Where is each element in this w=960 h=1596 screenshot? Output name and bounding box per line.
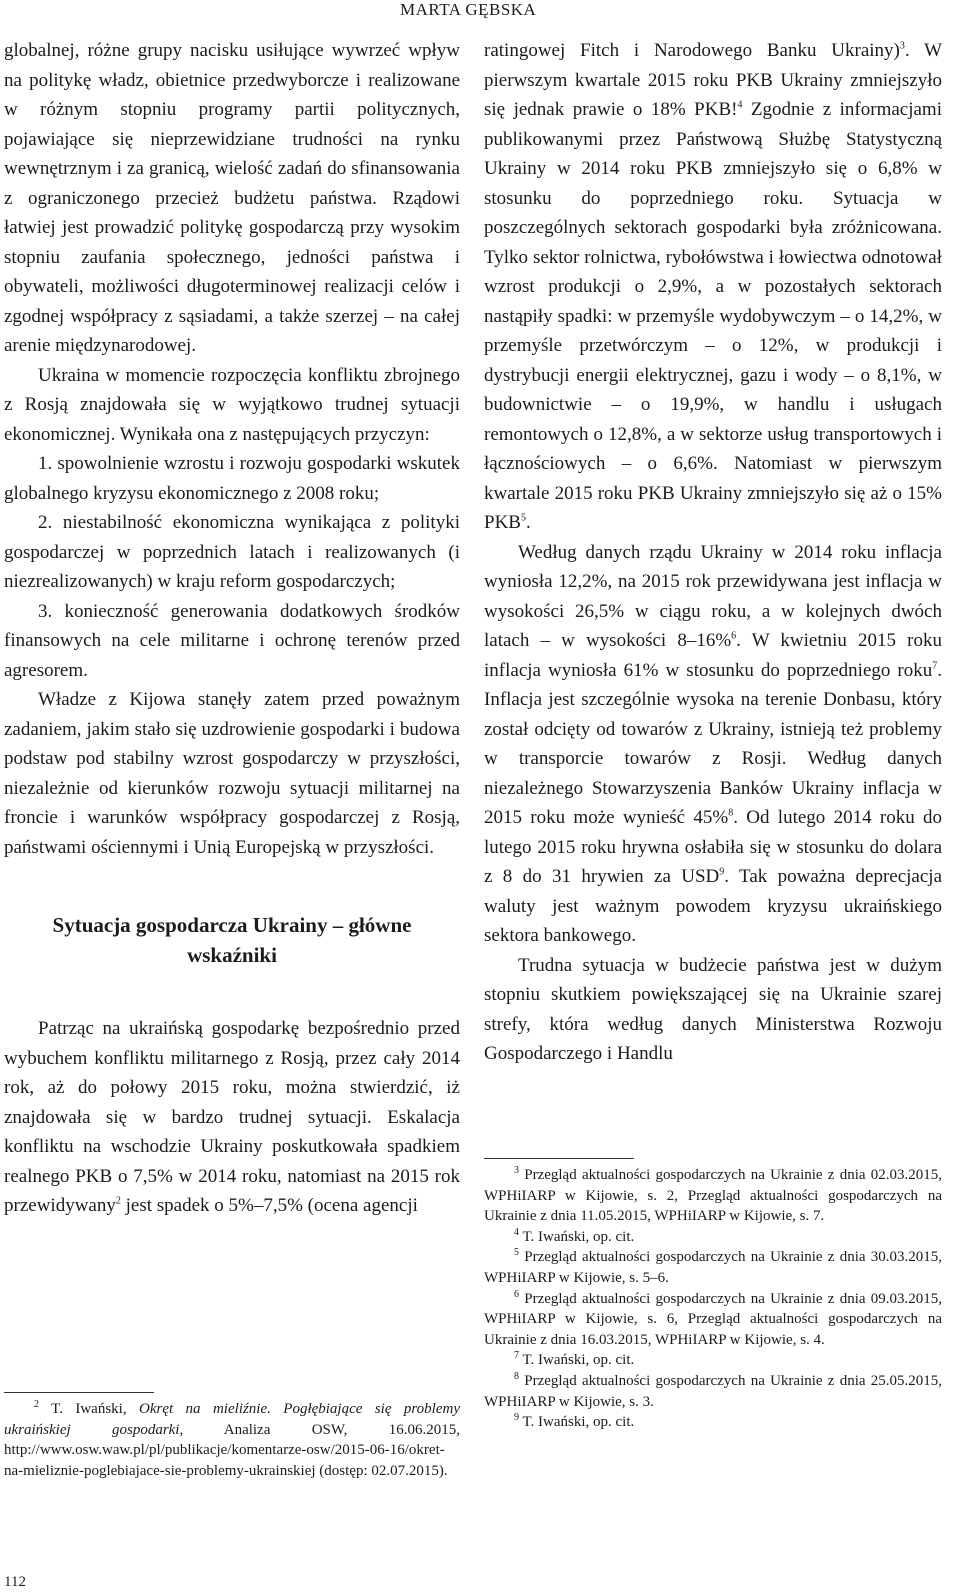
- footnote-number: 3: [514, 1165, 519, 1176]
- footnote-source: , Analiza OSW, 16.06.2015, http://www.osw.waw.pl/pl/publikacje/komentarze-osw/2015-06-16/okret-na-mieliznie-poglebiajace-sie-problemy-ukrainskiej (dostęp: 02.07.2015).: [4, 1421, 460, 1479]
- right-p2-e: . Tak poważna deprecjacja waluty jest ważnym powodem kryzysu ukraińskiego sektora bankowego.: [484, 866, 943, 946]
- footnote-divider: [4, 1392, 154, 1393]
- footnote-4: [484, 1227, 942, 1248]
- footnote-number: 8: [514, 1370, 519, 1382]
- right-paragraph-1: [484, 36, 942, 538]
- right-p2-a: Według danych rządu Ukrainy w 2014 roku inflacja wyniosła 12,2%, na 2015 rok przewidywana jest inflacja w wysokości 26,5% w ciągu roku, a w kolejnych dwóch latach – w wysokości 8–16%: [484, 541, 942, 651]
- left-column: [4, 36, 460, 1221]
- page-number: 112: [4, 1574, 26, 1590]
- footnote-number: 6: [514, 1288, 519, 1300]
- right-p2-d: . Od lutego 2014 roku do lutego 2015 roku hrywna osłabiła się w stosunku do dolara z 8 do 31 hrywien za USD: [484, 807, 942, 887]
- right-footnotes: [484, 1158, 942, 1433]
- footnote-ref-5[interactable]: 5: [520, 512, 526, 524]
- footnote-ref-6[interactable]: 6: [731, 630, 737, 642]
- footnote-number: 4: [514, 1226, 519, 1238]
- section-heading: Sytuacja gospodarcza Ukrainy – główne wskaźniki: [52, 913, 412, 967]
- footnote-text: Przegląd aktualności gospodarczych na Ukrainie z dnia 25.05.2015, WPHiIARP w Kijowie, s. 3.: [484, 1372, 942, 1410]
- right-p1-c: Zgodnie z informacjami publikowanymi przez Państwową Służbę Statystyczną Ukrainy w 2014 roku PKB zmniejszyło się o 6,8% w stosunku do poprzedniego roku. Sytuacja w poszczególnych sektorach gospodarki była zróżnicowana. Tylko sektor rolnictwa, rybołówstwa i łowiectwa odnotował wzrost produkcji o 2,9%, a w pozostałych sektorach nastąpiły spadki: w przemyśle wydobywczym – o 14,2%, w przemyśle przetwórczym – o 12%, w produkcji i dystrybucji energii elektrycznej, gazu i wody – o 8,1%, w budownictwie – o 19,9%, w handlu i usługach remontowych o 12,8%, a w sektorze usług transportowych i łącznościowych – o 6,6%. Natomiast w pierwszym kwartale 2015 roku PKB Ukrainy zmniejszyło się aż o 15% PKB: [484, 99, 942, 533]
- right-paragraph-2: [484, 538, 942, 951]
- left-paragraph-4-text-b: jest spadek o 5%–7,5% (ocena agencji: [120, 1195, 418, 1216]
- footnote-6: [484, 1289, 942, 1351]
- footnote-ref-8[interactable]: 8: [728, 807, 734, 819]
- footnote-2: [4, 1399, 460, 1481]
- footnote-8: [484, 1371, 942, 1412]
- list-item-2: 2. niestabilność ekonomiczna wynikająca z polityki gospodarczej w poprzednich latach i realizowanych (i niezrealizowanych) w kraju reform gospodarczych;: [4, 512, 460, 592]
- footnote-ref-9[interactable]: 9: [719, 866, 725, 878]
- list-item-3: 3. konieczność generowania dodatkowych środków finansowych na cele militarne i ochronę terenów przed agresorem.: [4, 600, 460, 681]
- footnote-author: T. Iwański,: [51, 1401, 127, 1417]
- footnote-7: [484, 1350, 942, 1371]
- footnote-text: Przegląd aktualności gospodarczych na Ukrainie z dnia 09.03.2015, WPHiIARP w Kijowie, s. 6, Przegląd aktualności gospodarczych na Ukrainie z dnia 16.03.2015, WPHiIARP w Kijowie, s. 4.: [484, 1290, 942, 1348]
- list-item-1: 1. spowolnienie wzrostu i rozwoju gospodarki wskutek globalnego kryzysu ekonomicznego z 2008 roku;: [4, 453, 460, 504]
- right-p2-c: . Inflacja jest szczególnie wysoka na terenie Donbasu, który został odcięty od towarów z Ukrainy, istnieją też problemy w transporcie towarów z Rosji. Według danych niezależnego Stowarzyszenia Banków Ukrainy inflacja w 2015 roku może wynieść 45%: [484, 659, 942, 828]
- footnote-text: T. Iwański, op. cit.: [522, 1414, 635, 1431]
- footnote-5: [484, 1247, 942, 1288]
- footnote-3: [484, 1165, 942, 1227]
- left-paragraph-4-text-a: Patrząc na ukraińską gospodarkę bezpośrednio przed wybuchem konfliktu militarnego z Rosją, przez cały 2014 rok, aż do połowy 2015 roku, można stwierdzić, iż znajdowała się w bardzo trudnej sytuacji. Eskalacja konfliktu na wschodzie Ukrainy poskutkowała spadkiem realnego PKB o 7,5% w 2014 roku, natomiast na 2015 rok przewidywany: [4, 1018, 460, 1216]
- right-p1-d: .: [525, 512, 531, 533]
- footnote-number: 2: [34, 1399, 39, 1410]
- left-paragraph-1: globalnej, różne grupy nacisku usiłujące wywrzeć wpływ na politykę władz, obietnice przedwyborcze i realizowane w różnym stopniu programy partii politycznych, pojawiające się nieprzewidziane trudności na rynku wewnętrznym i za granicą, wielość zadań do sfinansowania z ograniczonego przecież budżetu państwa. Rządowi łatwiej jest prowadzić politykę gospodarczą przy wysokim stopniu zaufania społecznego, jedności państwa i obywateli, możliwości długoterminowej realizacji celów i zgodnej współpracy z sąsiadami, a także szerzej – na całej arenie międzynarodowej.: [4, 40, 460, 356]
- right-column: [484, 36, 942, 1069]
- left-paragraph-4: [4, 1014, 460, 1221]
- left-paragraph-3: Władze z Kijowa stanęły zatem przed poważnym zadaniem, jakim stało się uzdrowienie gospodarki i budowa podstaw pod stabilny wzrost gospodarczy w przyszłości, niezależnie od kierunków rozwoju sytuacji militarnej na froncie i warunków współpracy gospodarczej z Rosją, państwami ościennymi i Unią Europejską w przyszłości.: [4, 689, 460, 858]
- left-footnotes: [4, 1392, 460, 1481]
- right-p2-b: . W kwietniu 2015 roku inflacja wyniosła 61% w stosunku do poprzedniego roku: [484, 630, 942, 681]
- right-p1-a: ratingowej Fitch i Narodowego Banku Ukrainy): [484, 40, 900, 61]
- footnote-divider: [484, 1158, 634, 1159]
- right-p1-b: . W pierwszym kwartale 2015 roku PKB Ukrainy zmniejszyło się jednak prawie o 18% PKB!: [484, 40, 943, 120]
- footnote-number: 9: [514, 1412, 519, 1424]
- footnote-text: T. Iwański, op. cit.: [522, 1352, 635, 1369]
- left-paragraph-2: Ukraina w momencie rozpoczęcia konfliktu zbrojnego z Rosją znajdowała się w wyjątkowo trudnej sytuacji ekonomicznej. Wynikała ona z następujących przyczyn:: [4, 364, 460, 445]
- footnote-text: Przegląd aktualności gospodarczych na Ukrainie z dnia 02.03.2015, WPHiIARP w Kijowie, s. 2, Przegląd aktualności gospodarczych na Ukrainie z dnia 11.05.2015, WPHiIARP w Kijowie, s. 7.: [484, 1167, 942, 1225]
- footnote-text: T. Iwański, op. cit.: [522, 1228, 635, 1245]
- footnote-ref-4[interactable]: 4: [737, 99, 743, 111]
- footnote-9: [484, 1412, 942, 1433]
- footnote-text: Przegląd aktualności gospodarczych na Ukrainie z dnia 30.03.2015, WPHiIARP w Kijowie, s. 5–6.: [484, 1249, 942, 1286]
- footnote-ref-3[interactable]: 3: [899, 40, 905, 52]
- footnote-number: 5: [514, 1247, 519, 1259]
- footnote-title: Okręt na mieliźnie. Pogłębiające się problemy ukraińskiej gospodarki: [4, 1401, 460, 1438]
- right-paragraph-3: Trudna sytuacja w budżecie państwa jest w dużym stopniu skutkiem powiększającej się na Ukrainie szarej strefy, która według danych Ministerstwa Rozwoju Gospodarczego i Handlu: [484, 954, 942, 1064]
- footnote-ref-2[interactable]: 2: [115, 1195, 121, 1207]
- footnote-number: 7: [514, 1350, 519, 1362]
- running-head: MARTA GĘBSKA: [400, 0, 537, 19]
- footnote-ref-7[interactable]: 7: [932, 660, 938, 672]
